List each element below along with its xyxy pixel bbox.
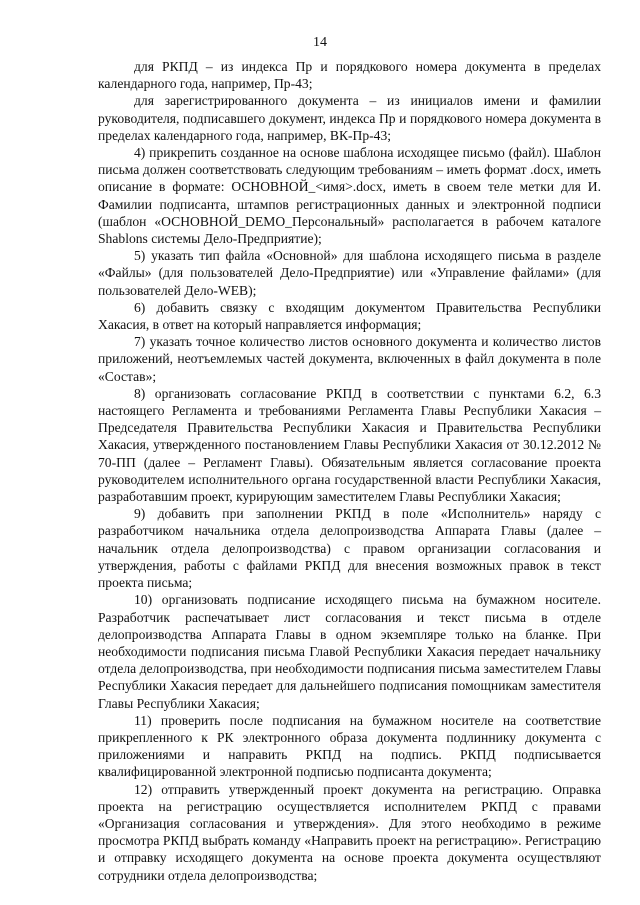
paragraph-step-9-executor: 9) добавить при заполнении РКПД в поле «Исполнитель» наряду с разработчиком начальника отдела делопроизводства Аппарата Главы (далее – начальник отдела делопроизводства) с правом организации согласования и утверждения, работы с файлами РКПД для внесения возможных правок в текст проекта письма; [98,506,601,591]
paragraph-step-11-verify-sign: 11) проверить после подписания на бумажном носителе на соответствие прикрепленного к РК электронного образа документа подлиннику документа с приложениями и направить РКПД на подпись. РКПД подписывается квалифицированной электронной подписью подписанта документа; [98,712,601,780]
paragraph-step-6-link-incoming: 6) добавить связку с входящим документом Правительства Республики Хакасия, в ответ на который направляется информация; [98,299,601,333]
paragraph-step-12-registration: 12) отправить утвержденный проект документа на регистрацию. Оправка проекта на регистрацию осуществляется исполнителем РКПД с правами «Организация согласования и утверждения». Для этого необходимо в режиме просмотра РКПД выбрать команду «Направить проект на регистрацию». Регистрацию и отправку исходящего документа на основе проекта документа осуществляют сотрудники отдела делопроизводства; [98,781,601,883]
paragraph-step-4-attach-letter: 4) прикрепить созданное на основе шаблона исходящее письмо (файл). Шаблон письма должен соответствовать следующим требованиям – иметь формат .docx, иметь описание в формате: ОСНОВНОЙ_<имя>.docx, иметь в своем теле метки для И. Фамилии подписанта, штампов регистрационных данных и электронной подписи (шаблон «ОСНОВНОЙ_DEMO_Персональный» располагается в рабочем каталоге Shablons системы Дело-Предприятие); [98,145,601,247]
page-number: 14 [313,35,327,50]
paragraph-step-5-file-type: 5) указать тип файла «Основной» для шаблона исходящего письма в разделе «Файлы» (для пользователей Дело-Предприятие) или «Управление файлами» (для пользователей Дело-WEB); [98,248,601,298]
paragraph-registered-number-format: для зарегистрированного документа – из инициалов имени и фамилии руководителя, подписавшего документ, индекса Пр и порядкового номера документа в пределах календарного года, например, ВК-Пр-43; [98,93,601,143]
paragraph-rkpd-number-format: для РКПД – из индекса Пр и порядкового номера документа в пределах календарного года, например, Пр-43; [98,59,601,92]
paragraph-step-7-sheet-count: 7) указать точное количество листов основного документа и количество листов приложений, неотъемлемых частей документа, включенных в файл документа в поле «Состав»; [98,334,601,384]
page-body [98,58,601,884]
paragraph-step-8-approval: 8) организовать согласование РКПД в соответствии с пунктами 6.2, 6.3 настоящего Регламента и требованиями Регламента Главы Республики Хакасия – Председателя Правительства Республики Хакасия и Правительства Республики Хакасия, утвержденного постановлением Главы Республики Хакасия от 30.12.2012 № 70-ПП (далее – Регламент Главы). Обязательным является согласование проекта руководителем исполнительного органа государственной власти Республики Хакасия, разработавшим проект, курирующим заместителем Главы Республики Хакасия; [98,385,601,505]
paragraph-step-10-paper-signing: 10) организовать подписание исходящего письма на бумажном носителе. Разработчик распечатывает лист согласования и текст письма в отделе делопроизводства Аппарата Главы в одном экземпляре только на бланке. При необходимости подписания письма Главой Республики Хакасия передает начальнику отдела делопроизводства, при необходимости подписания письма заместителем Главы Республики Хакасия передает для дальнейшего подписания помощникам заместителя Главы Республики Хакасия; [98,592,601,711]
